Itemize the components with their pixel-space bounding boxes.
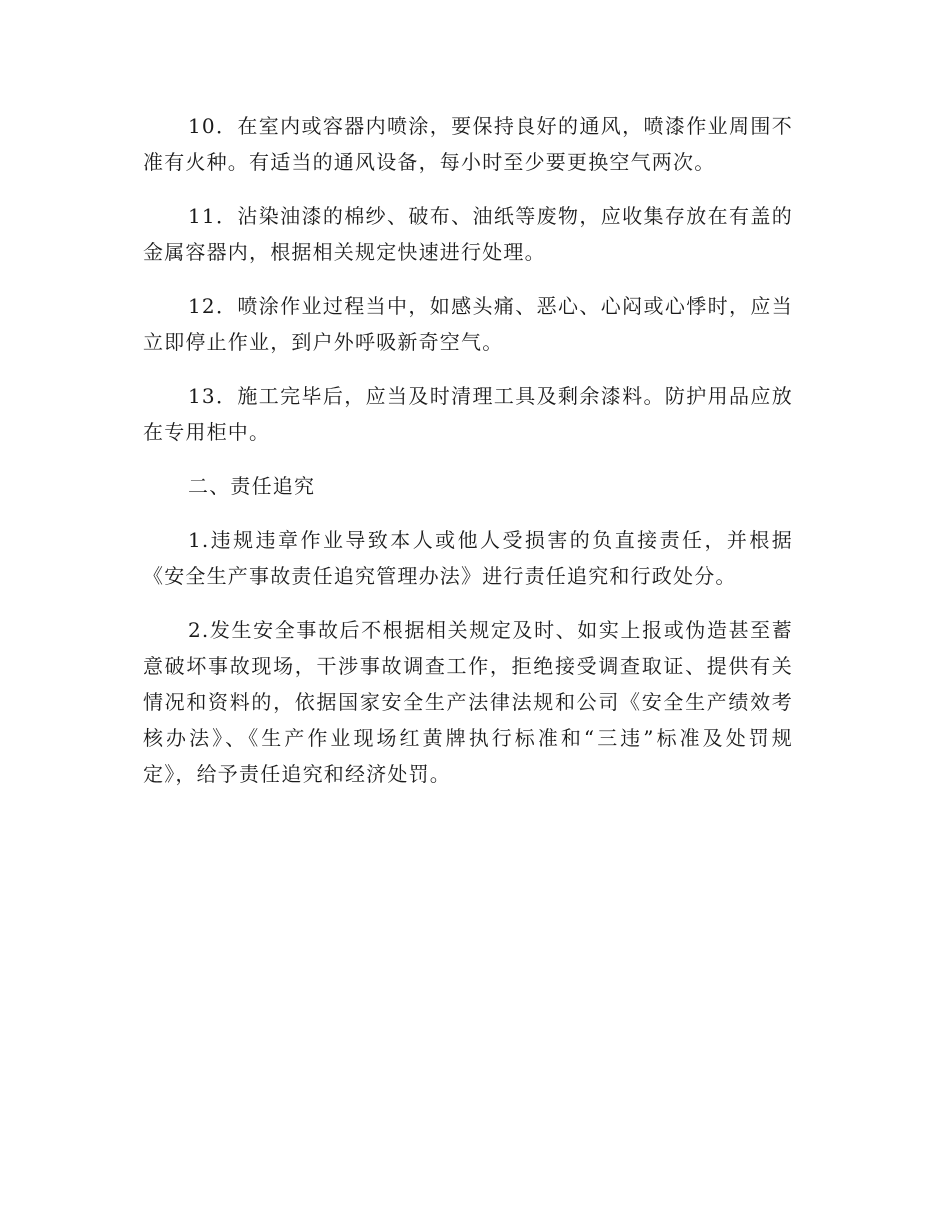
paragraph-item-13: 13．施工完毕后，应当及时清理工具及剩余漆料。防护用品应放在专用柜中。: [143, 384, 793, 444]
document-body: [143, 108, 793, 810]
section-heading: 二、责任追究: [188, 474, 316, 498]
paragraph-item-12: 12．喷涂作业过程当中，如感头痛、恶心、心闷或心悸时，应当立即停止作业，到户外呼吸新奇空气。: [143, 294, 793, 354]
section-paragraph-2: 2.发生安全事故后不根据相关规定及时、如实上报或伪造甚至蓄意破坏事故现场，干涉事故调查工作，拒绝接受调查取证、提供有关情况和资料的，依据国家安全生产法律法规和公司《安全生产绩效考核办法》、《生产作业现场红黄牌执行标准和“三违”标准及处罚规定》，给予责任追究和经济处罚。: [143, 618, 793, 786]
paragraph-item-10: 10．在室内或容器内喷涂，要保持良好的通风，喷漆作业周围不准有火种。有适当的通风设备，每小时至少要更换空气两次。: [143, 114, 793, 174]
section-paragraph-1: 1.违规违章作业导致本人或他人受损害的负直接责任，并根据《安全生产事故责任追究管理办法》进行责任追究和行政处分。: [143, 528, 793, 588]
paragraph-item-11: 11．沾染油漆的棉纱、破布、油纸等废物，应收集存放在有盖的金属容器内，根据相关规定快速进行处理。: [143, 204, 793, 264]
